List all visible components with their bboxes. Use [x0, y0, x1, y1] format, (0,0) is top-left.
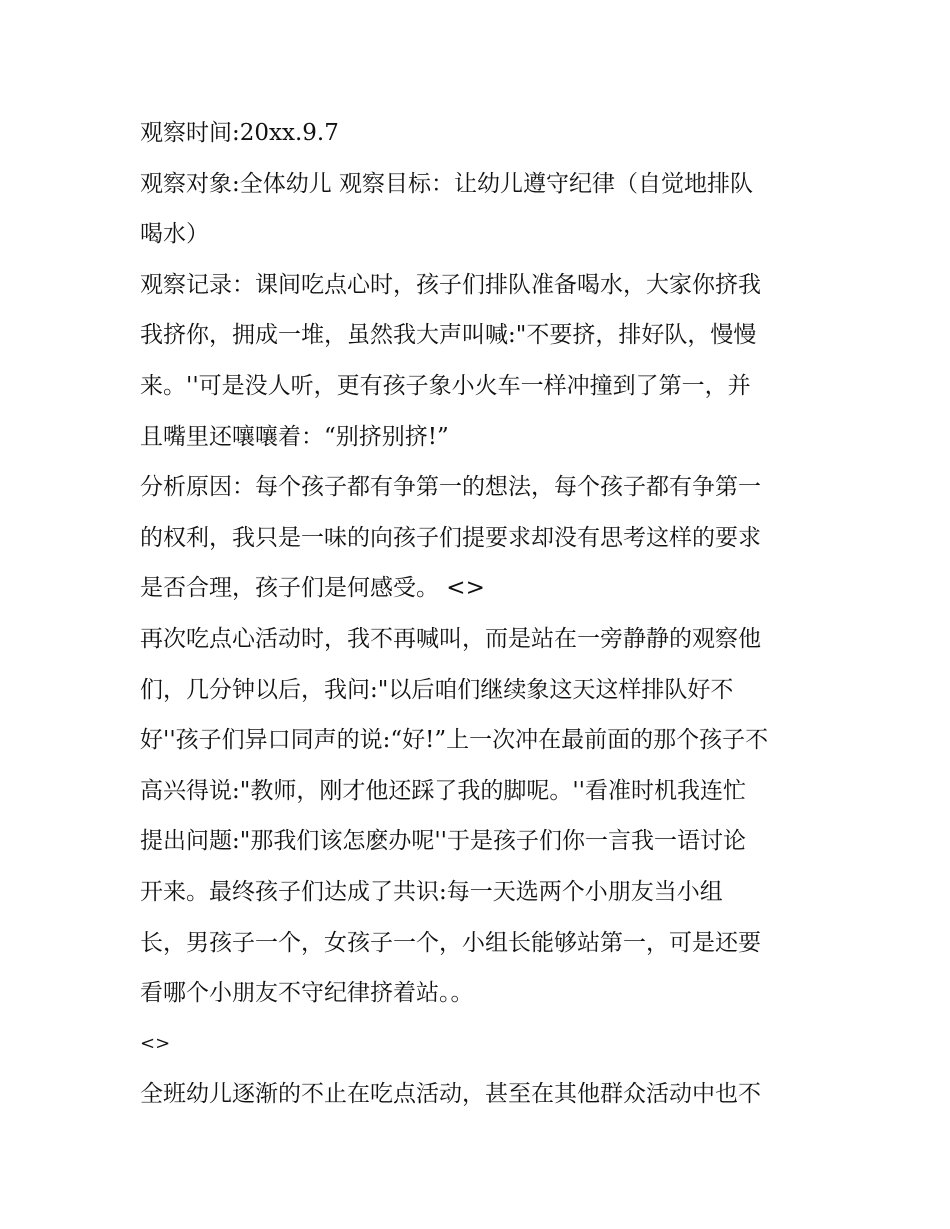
text-line: 好''孩子们异口同声的说:“好!”上一次冲在最前面的那个孩子不 [140, 727, 769, 754]
text-line: 看哪个小朋友不守纪律挤着站。。 [140, 980, 474, 1007]
observation-subject-line: 观察对象:全体幼儿 观察目标：让幼儿遵守纪律（自觉地排队 [140, 170, 754, 197]
text-line: 再次吃点心活动时，我不再喊叫，而是站在一旁静静的观察他 [140, 625, 761, 652]
observation-record-line: 观察记录：课间吃点心时，孩子们排队准备喝水，大家你挤我 [140, 271, 761, 298]
observation-time-line: 观察时间:20xx.9.7 [140, 120, 339, 146]
text-line: 是否合理，孩子们是何感受。 <> [140, 575, 485, 602]
document-body [140, 108, 820, 1120]
text-line: 喝水） [140, 221, 209, 248]
text-line: 高兴得说:"教师，刚才他还踩了我的脚呢。''看准时机我连忙 [140, 777, 746, 804]
placeholder-marker: <> [140, 1032, 171, 1054]
text-line: 且嘴里还嚷嚷着：“别挤别挤!” [140, 423, 449, 450]
text-line: 来。''可是没人听，更有孩子象小火车一样冲撞到了第一，并 [140, 372, 751, 399]
text-line: 的权利，我只是一味的向孩子们提要求却没有思考这样的要求 [140, 524, 761, 551]
text-line: 提出问题:"那我们该怎麽办呢''于是孩子们你一言我一语讨论 [140, 828, 746, 855]
text-line: 们，几分钟以后，我问:"以后咱们继续象这天这样排队好不 [140, 676, 734, 703]
text-line: 我挤你，拥成一堆，虽然我大声叫喊:"不要挤，排好队，慢慢 [140, 322, 757, 349]
text-line: 全班幼儿逐渐的不止在吃点活动，甚至在其他群众活动中也不 [140, 1081, 761, 1108]
text-line: 长，男孩子一个，女孩子一个，小组长能够站第一，可是还要 [140, 929, 761, 956]
analysis-line: 分析原因：每个孩子都有争第一的想法，每个孩子都有争第一 [140, 474, 761, 501]
text-line: 开来。最终孩子们达成了共识:每一天选两个小朋友当小组 [140, 878, 723, 905]
